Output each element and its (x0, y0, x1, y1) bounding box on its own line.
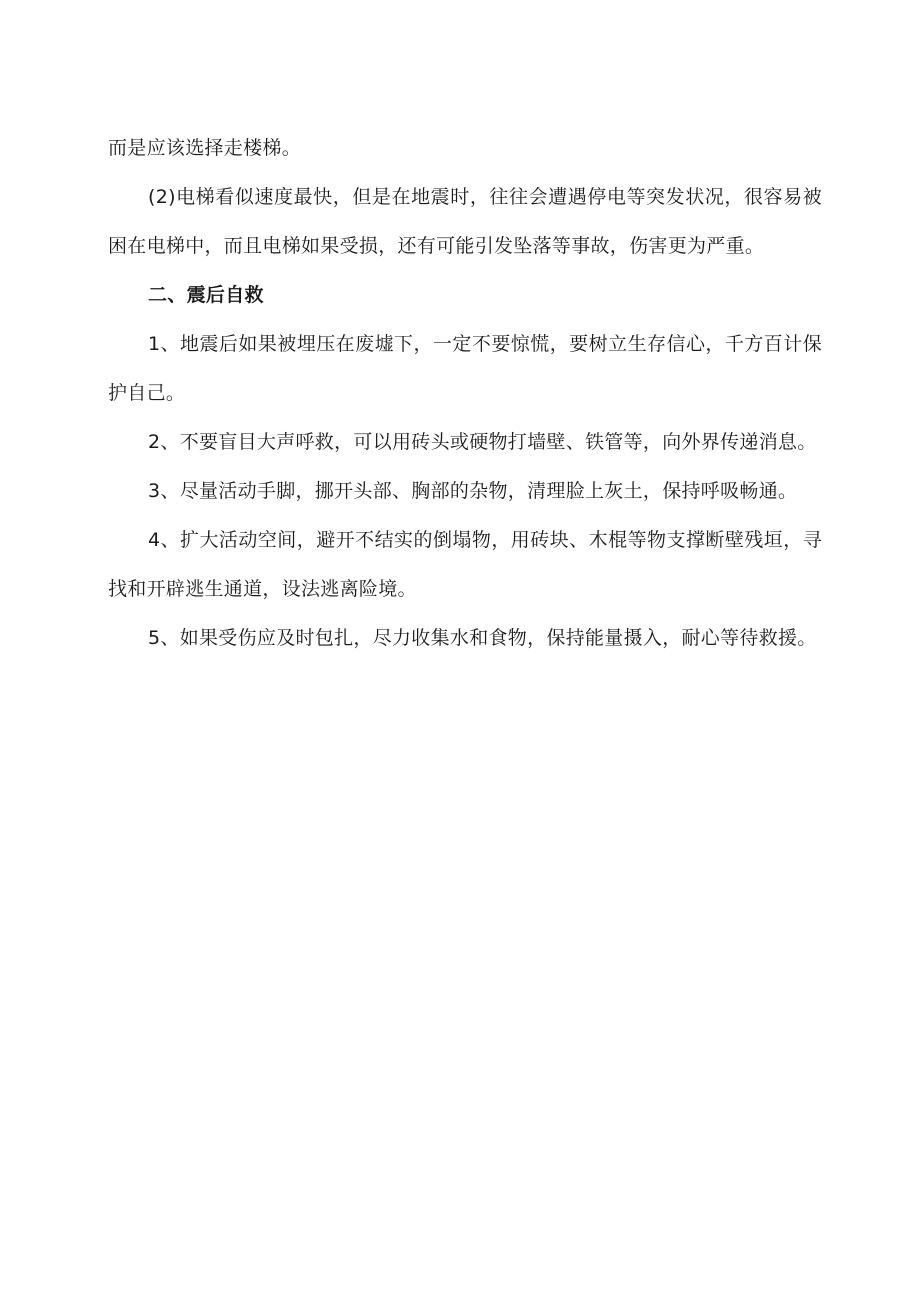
paragraph-elevator-warning: (2)电梯看似速度最快，但是在地震时，往往会遭遇停电等突发状况，很容易被困在电梯中，而且电梯如果受损，还有可能引发坠落等事故，伤害更为严重。 (108, 186, 822, 257)
document-body (108, 124, 822, 663)
list-item: 2、不要盲目大声呼救，可以用砖头或硬物打墙壁、铁管等，向外界传递消息。 (148, 431, 817, 453)
list-item: 3、尽量活动手脚，挪开头部、胸部的杂物，清理脸上灰土，保持呼吸畅通。 (148, 480, 798, 502)
section-heading: 二、震后自救 (148, 284, 264, 306)
list-item: 1、地震后如果被埋压在废墟下，一定不要惊慌，要树立生存信心，千方百计保护自己。 (108, 333, 822, 404)
list-item: 5、如果受伤应及时包扎，尽力收集水和食物，保持能量摄入，耐心等待救援。 (148, 627, 817, 649)
list-item: 4、扩大活动空间，避开不结实的倒塌物，用砖块、木棍等物支撑断壁残垣，寻找和开辟逃生通道，设法逃离险境。 (108, 529, 822, 600)
paragraph-continuation: 而是应该选择走楼梯。 (108, 137, 302, 159)
